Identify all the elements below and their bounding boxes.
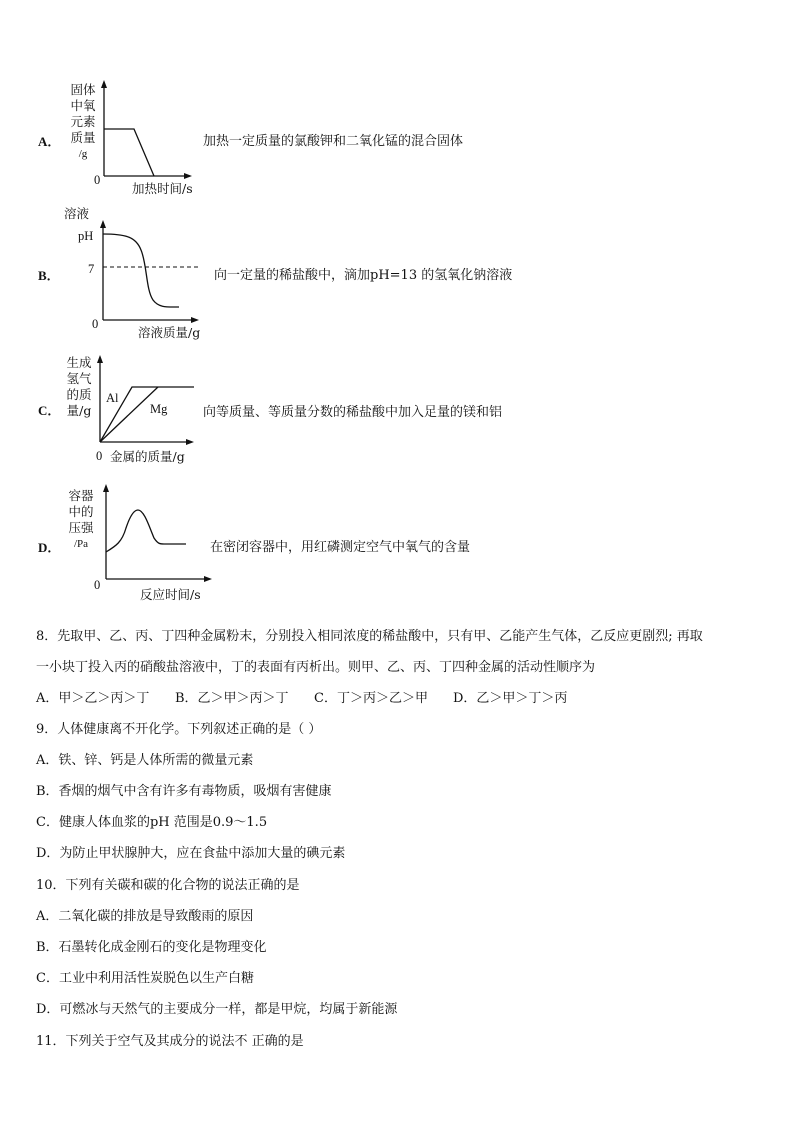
choice-b: B．乙＞甲＞丙＞丁: [175, 691, 289, 706]
graph-c: [98, 355, 198, 447]
y-axis-label: 生成 氢气 的质 量/g: [66, 355, 92, 418]
question-stem: 10．下列有关碳和碳的化合物的说法正确的是: [36, 878, 300, 893]
question-stem: 9．人体健康离不开化学。下列叙述正确的是（ ）: [36, 722, 322, 737]
option-description: 向一定量的稀盐酸中，滴加pH=13 的氢氧化钠溶液: [214, 268, 513, 283]
option-letter: A．: [38, 134, 61, 149]
question-stem-cont: 一小块丁投入丙的硝酸盐溶液中，丁的表面有丙析出。则甲、乙、丙、丁四种金属的活动性顺序为: [36, 660, 596, 675]
choice-b: B．香烟的烟气中含有许多有毒物质，吸烟有害健康: [36, 784, 332, 799]
choice-c: C．工业中利用活性炭脱色以生产白糖: [36, 971, 254, 986]
choice-d: D．可燃冰与天然气的主要成分一样，都是甲烷，均属于新能源: [36, 1002, 398, 1017]
question-stem: 8．先取甲、乙、丙、丁四种金属粉末，分别投入相同浓度的稀盐酸中，只有甲、乙能产生气体，乙反应更剧烈; 再取: [36, 629, 703, 644]
question-stem: 11．下列关于空气及其成分的说法不 正确的是: [36, 1034, 304, 1049]
series-label-al: Al: [106, 391, 119, 405]
x-axis-label: 金属的质量/g: [110, 449, 185, 464]
series-label-mg: Mg: [150, 402, 168, 416]
graph-a: [102, 80, 192, 180]
x-axis-label: 加热时间/s: [132, 181, 193, 196]
choice-b: B．石墨转化成金刚石的变化是物理变化: [36, 940, 267, 955]
y-axis-label: 固体 中氧 元素 质量 /g: [70, 82, 96, 160]
y-axis-label: 容器 中的 压强 /Pa: [68, 488, 94, 550]
option-description: 在密闭容器中，用红磷测定空气中氧气的含量: [210, 540, 471, 555]
x-axis-label: 反应时间/s: [140, 587, 201, 602]
choice-a: A．铁、锌、钙是人体所需的微量元素: [36, 753, 254, 768]
y-axis-label: 溶液: [64, 206, 90, 221]
origin-label: 0: [92, 317, 99, 331]
origin-label: 0: [94, 578, 101, 592]
origin-label: 0: [96, 449, 103, 463]
graph-d: [104, 484, 214, 584]
choice-c: C．健康人体血浆的pH 范围是0.9～1.5: [36, 815, 268, 830]
choice-d: D．乙＞甲＞丁＞丙: [453, 691, 568, 706]
option-description: 向等质量、等质量分数的稀盐酸中加入足量的镁和铝: [203, 405, 503, 420]
choice-a: A．甲＞乙＞丙＞丁: [36, 691, 150, 706]
origin-label: 0: [94, 173, 101, 187]
y-axis-unit: pH: [78, 229, 94, 243]
graph-b: [101, 220, 201, 325]
y-tick-7: 7: [88, 262, 95, 276]
choice-c: C．丁＞丙＞乙＞甲: [314, 691, 428, 706]
option-description: 加热一定质量的氯酸钾和二氧化锰的混合固体: [203, 134, 464, 149]
option-letter: D．: [38, 540, 61, 555]
option-letter: B．: [38, 268, 60, 283]
x-axis-label: 溶液质量/g: [138, 325, 201, 340]
choice-a: A．二氧化碳的排放是导致酸雨的原因: [36, 909, 254, 924]
choice-d: D．为防止甲状腺肿大，应在食盐中添加大量的碘元素: [36, 846, 346, 861]
option-letter: C．: [38, 403, 61, 418]
